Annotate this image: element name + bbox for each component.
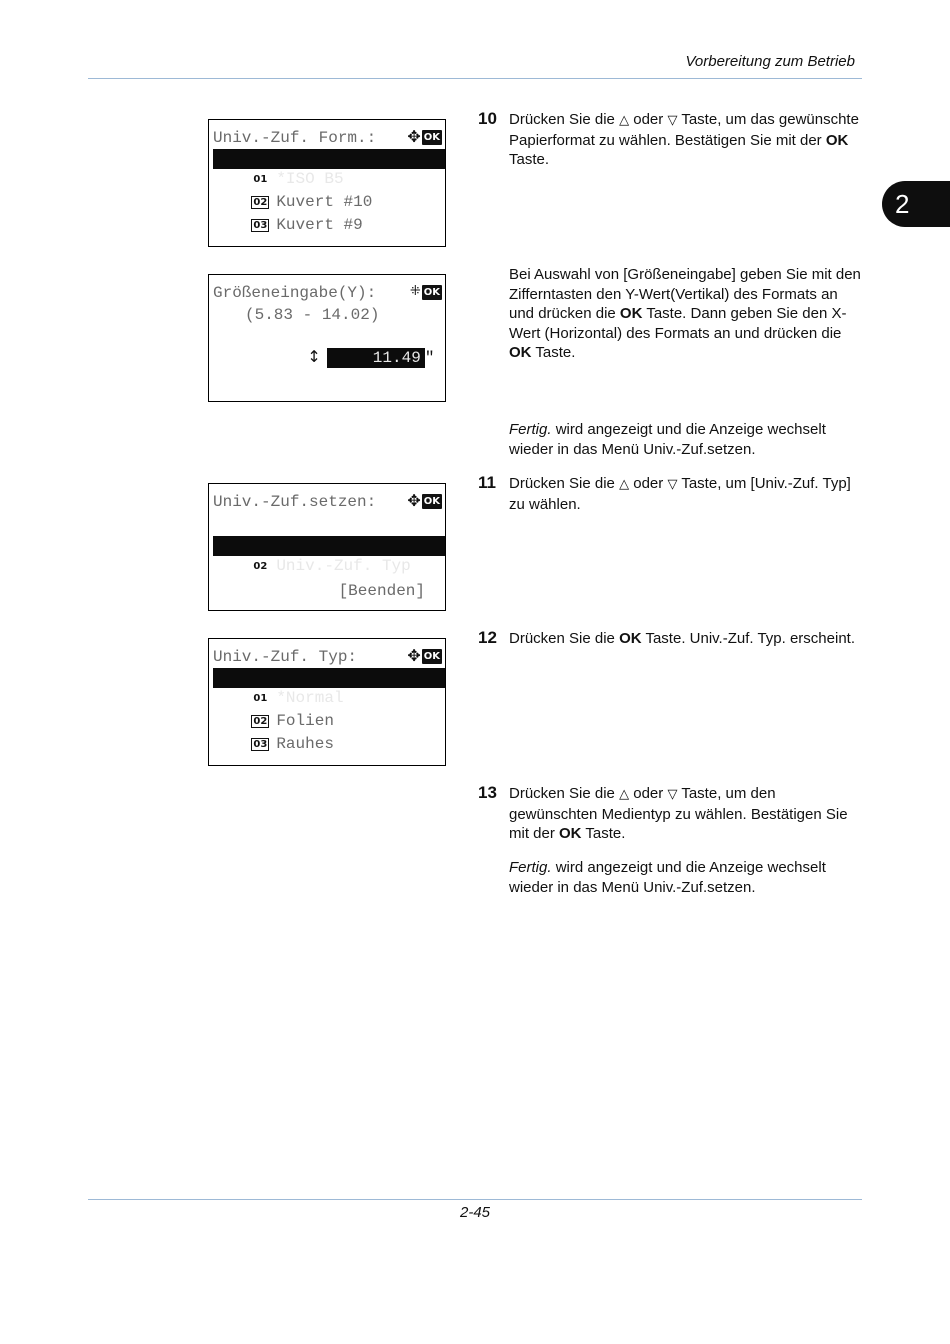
list-item	[213, 172, 445, 211]
lcd-screen-media-type	[208, 638, 446, 766]
list-item	[213, 536, 445, 575]
triangle-down-icon: ▽	[667, 113, 678, 128]
screen-title: Größeneingabe(Y):	[213, 284, 377, 302]
screen-nav-indicator	[407, 492, 442, 510]
list-item	[213, 691, 445, 730]
completion-note: Fertig. wird angezeigt und die Anzeige wechselt wieder in das Menü Univ.-Zuf.setzen.	[509, 859, 826, 896]
item-number: 03	[253, 220, 268, 231]
item-number: 01	[253, 693, 268, 704]
header-divider	[88, 78, 862, 79]
lcd-screen-settings-menu	[208, 483, 446, 611]
step-number: 12	[478, 628, 497, 647]
footer-divider	[88, 1199, 862, 1200]
item-number: 03	[253, 739, 268, 750]
step-text: Drücken Sie die △ oder ▽ Taste, um [Univ.-Zuf. Typ] zu wählen.	[509, 475, 851, 513]
size-input-note: Bei Auswahl von [Größeneingabe] geben Sie mit den Zifferntasten den Y-Wert(Vertikal) des Formats an und drücken die OK Taste. Dann geben Sie den X-Wert (Horizontal) des Formats an und drücken die OK Taste.	[509, 266, 861, 361]
value-field: 11.49	[327, 348, 425, 368]
lcd-screen-paper-format	[208, 119, 446, 247]
triangle-up-icon: △	[619, 787, 630, 802]
step-text: Drücken Sie die OK Taste. Univ.-Zuf. Typ. erscheint.	[509, 630, 855, 647]
ok-key-icon: OK	[423, 131, 440, 143]
navigation-cross-icon: ✥	[407, 127, 421, 146]
chapter-tab: 2	[882, 181, 950, 227]
ok-key-icon: OK	[423, 495, 440, 507]
screen-nav-indicator	[407, 128, 442, 146]
item-label: Rauhes	[276, 735, 334, 753]
step-number: 10	[478, 109, 497, 128]
screen-title: Univ.-Zuf.setzen:	[213, 493, 377, 511]
screen-title: Univ.-Zuf. Form.:	[213, 129, 377, 147]
list-item	[213, 668, 445, 707]
unit-label: "	[424, 349, 435, 367]
list-item	[213, 195, 445, 234]
running-header: Vorbereitung zum Betrieb	[685, 53, 855, 70]
step-text: Drücken Sie die △ oder ▽ Taste, um den gewünschten Medientyp zu wählen. Bestätigen Sie mit der OK Taste.	[509, 785, 848, 842]
step-number: 11	[478, 473, 496, 492]
item-label: Kuvert #9	[276, 216, 363, 234]
item-label: *ISO B5	[276, 170, 344, 188]
step-text: Drücken Sie die △ oder ▽ Taste, um das gewünschte Papierformat zu wählen. Bestätigen Sie mit der OK Taste.	[509, 111, 859, 168]
completion-note: Fertig. wird angezeigt und die Anzeige wechselt wieder in das Menü Univ.-Zuf.setzen.	[509, 421, 826, 458]
screen-nav-indicator	[410, 283, 442, 301]
step-number: 13	[478, 783, 497, 802]
triangle-down-icon: ▽	[667, 787, 678, 802]
item-number: 02	[253, 197, 268, 208]
list-item	[213, 714, 445, 753]
item-label: Folien	[276, 712, 334, 730]
triangle-up-icon: △	[619, 477, 630, 492]
screen-nav-indicator	[407, 647, 442, 665]
page-number: 2-45	[459, 1204, 491, 1221]
value-entry-row	[269, 327, 445, 367]
exit-softkey-label: [Beenden]	[338, 582, 425, 600]
item-number: 01	[253, 174, 268, 185]
item-number: 02	[253, 561, 268, 572]
navigation-cross-icon: ✥	[407, 491, 421, 510]
navigation-cross-icon: ⁜	[409, 284, 421, 299]
value-range: (5.83 - 14.02)	[245, 306, 380, 324]
item-label: *Normal	[276, 689, 344, 707]
item-number: 02	[253, 716, 268, 727]
ok-key-icon: OK	[423, 650, 440, 662]
list-item	[213, 149, 445, 188]
item-label: Kuvert #10	[276, 193, 373, 211]
triangle-up-icon: △	[619, 113, 630, 128]
up-down-arrow-icon: ↕	[307, 347, 321, 366]
triangle-down-icon: ▽	[667, 477, 678, 492]
screen-title: Univ.-Zuf. Typ:	[213, 648, 358, 666]
item-label: Univ.-Zuf. Typ	[276, 557, 411, 575]
navigation-cross-icon: ✥	[407, 646, 421, 665]
ok-key-icon: OK	[423, 286, 440, 298]
list-item	[213, 514, 445, 534]
lcd-screen-size-input	[208, 274, 446, 402]
